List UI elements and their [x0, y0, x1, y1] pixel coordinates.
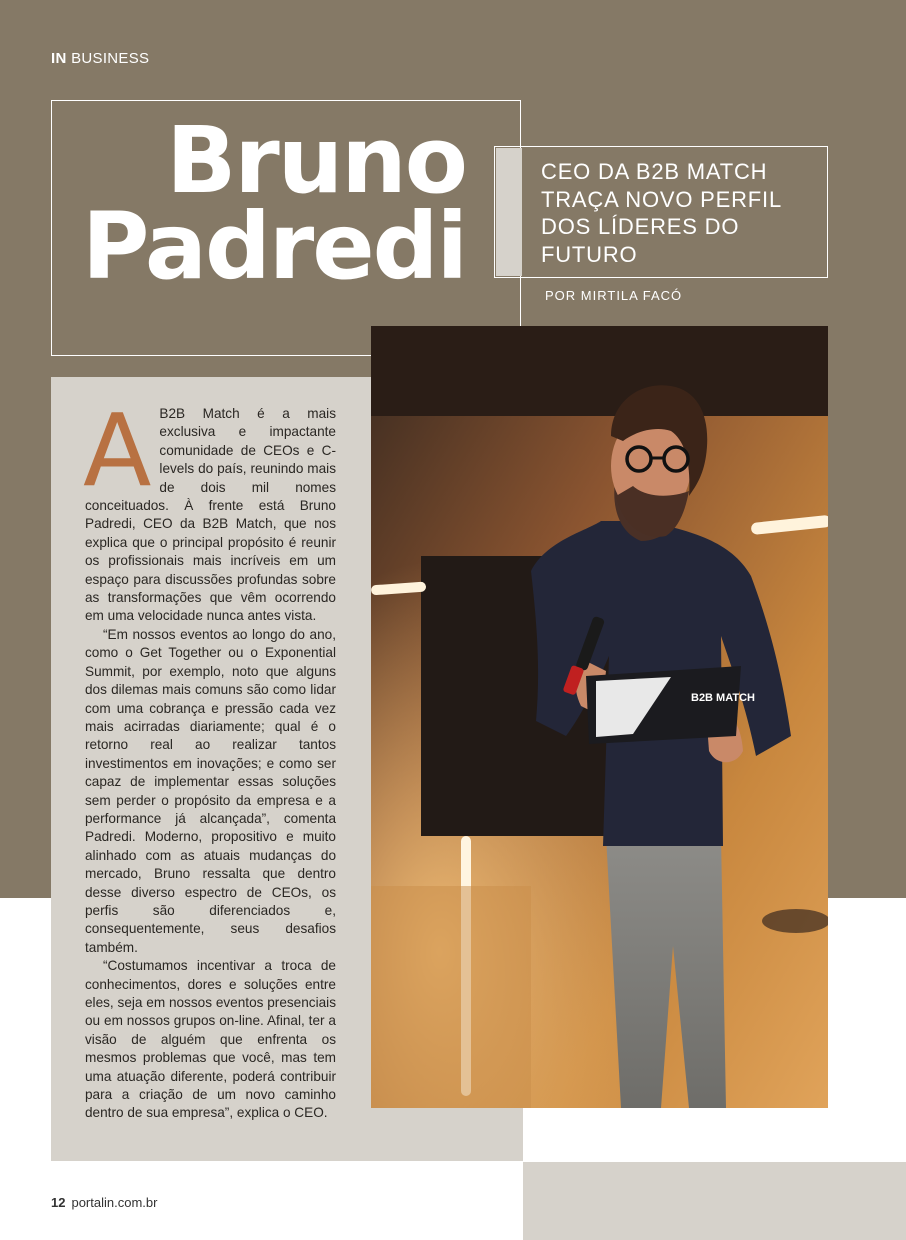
decorative-block	[523, 1162, 906, 1240]
article-body	[83, 392, 336, 1123]
subtitle-accent	[496, 148, 522, 276]
booklet-logo-text: B2B MATCH	[691, 692, 755, 704]
page-number: 12	[51, 1195, 66, 1210]
paragraph-3: “Costumamos incentivar a troca de conhecimentos, dores e soluções entre eles, seja em nossos eventos presenciais ou em nossos grupos on-line. Afinal, ter a visão de alguém que enfrenta os mesmos problemas que você, mas tem uma atuação diferente, poderá contribuir para a criação de um novo caminho dentro de sua empresa”, explica o CEO.	[85, 958, 336, 1121]
section-prefix: IN	[51, 50, 67, 67]
section-name: BUSINESS	[71, 50, 150, 67]
paragraph-2: “Em nossos eventos ao longo do ano, como o Get Together ou o Exponential Summit, por exemplo, noto que alguns dos dilemas mais comuns são como lidar com uma cobrança e pressão cada vez mais acirradas diariamente; qual é o retorno real ao realizar tantos investimentos em inovações; e como ser capaz de implementar essas soluções sem perder o propósito da empresa e a performance já alcançada”, comenta Padredi. Moderno, propositivo e muito alinhado com as atuais mudanças do mercado, Bruno ressalta que dentro desse diverso espectro de CEOs, os perfis são diferenciados e, consequentemente, seus desafios também.	[85, 626, 336, 955]
article-title	[60, 107, 466, 300]
paragraph-1	[83, 392, 336, 626]
speaker-photo	[371, 326, 828, 1108]
byline: POR MIRTILA FACÓ	[545, 288, 683, 303]
title-first-name: Bruno	[166, 107, 466, 214]
drop-cap: A	[83, 392, 152, 509]
page-footer	[51, 1195, 157, 1210]
site-url: portalin.com.br	[71, 1195, 158, 1210]
section-label	[51, 50, 149, 67]
title-last-name: Padredi	[81, 193, 466, 300]
article-subtitle: CEO DA B2B MATCH TRAÇA NOVO PERFIL DOS LÍDERES DO FUTURO	[541, 159, 782, 267]
paragraph-1-text: B2B Match é a mais exclusiva e impactante comunidade de CEOs e C-levels do país, reunindo mais de dois mil nomes conceituados. À frente está Bruno Padredi, CEO da B2B Match, que nos explica que o principal propósito é reunir os profissionais mais incríveis em um espaço para discussões profundas sobre as transformações que vêm ocorrendo em uma velocidade nunca antes vista.	[85, 406, 336, 624]
